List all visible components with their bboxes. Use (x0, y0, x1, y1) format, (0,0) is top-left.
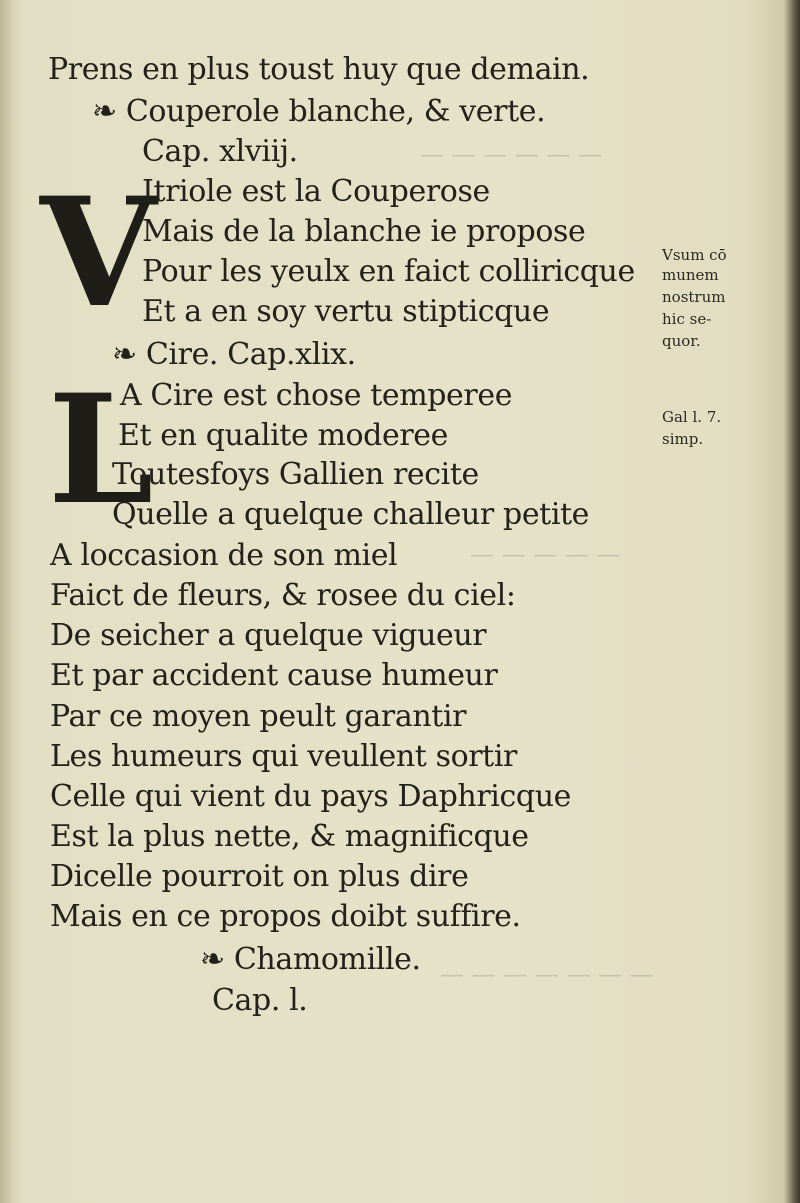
chapter-label: Cap. l. (212, 983, 308, 1018)
text-line: Et par accident cause humeur (50, 658, 498, 693)
section-heading: ❧ Cire. Cap.xlix. (112, 337, 356, 372)
page-gutter (0, 0, 12, 1203)
dropcap-l: L (48, 362, 154, 538)
margin-note: Vsum cō (662, 246, 727, 264)
margin-note: quor. (662, 332, 701, 350)
text-line: Est la plus nette, & magnificque (50, 819, 529, 854)
margin-note: munem (662, 266, 719, 284)
text-line: A loccasion de son miel (50, 538, 398, 573)
text-line: Itriole est la Couperose (142, 174, 490, 209)
text-line: Prens en plus toust huy que demain. (48, 52, 590, 87)
text-line: Quelle a quelque challeur petite (112, 497, 590, 532)
text-line: Mais en ce propos doibt suffire. (50, 899, 521, 934)
text-line: Les humeurs qui veullent sortir (50, 739, 517, 774)
bleed-through-text: — — — — — — (420, 140, 603, 168)
bleed-through-text: — — — — — (470, 540, 621, 568)
margin-note: nostrum (662, 288, 726, 306)
chapter-label: Cap. xlviij. (142, 134, 298, 169)
text-line: Et a en soy vertu stipticque (142, 294, 550, 329)
section-heading: ❧ Chamomille. (200, 942, 421, 977)
margin-note: simp. (662, 430, 704, 448)
text-line: Et en qualite moderee (118, 418, 448, 453)
bleed-through-text: — — — — — — — (440, 960, 654, 988)
text-line: Dicelle pourroit on plus dire (50, 859, 469, 894)
text-line: Toutesfoys Gallien recite (112, 457, 479, 492)
text-line: De seicher a quelque vigueur (50, 618, 487, 653)
section-heading: ❧ Couperole blanche, & verte. (92, 94, 546, 129)
text-line: Par ce moyen peult garantir (50, 699, 467, 734)
text-line: Celle qui vient du pays Daphricque (50, 779, 571, 814)
text-line: Faict de fleurs, & rosee du ciel: (50, 578, 516, 613)
text-line: A Cire est chose temperee (120, 378, 513, 413)
text-line: Pour les yeulx en faict colliricque (142, 254, 635, 289)
margin-note: hic se- (662, 310, 712, 328)
margin-note: Gal l. 7. (662, 408, 722, 426)
dropcap-v: V (40, 165, 157, 341)
text-line: Mais de la blanche ie propose (142, 214, 586, 249)
